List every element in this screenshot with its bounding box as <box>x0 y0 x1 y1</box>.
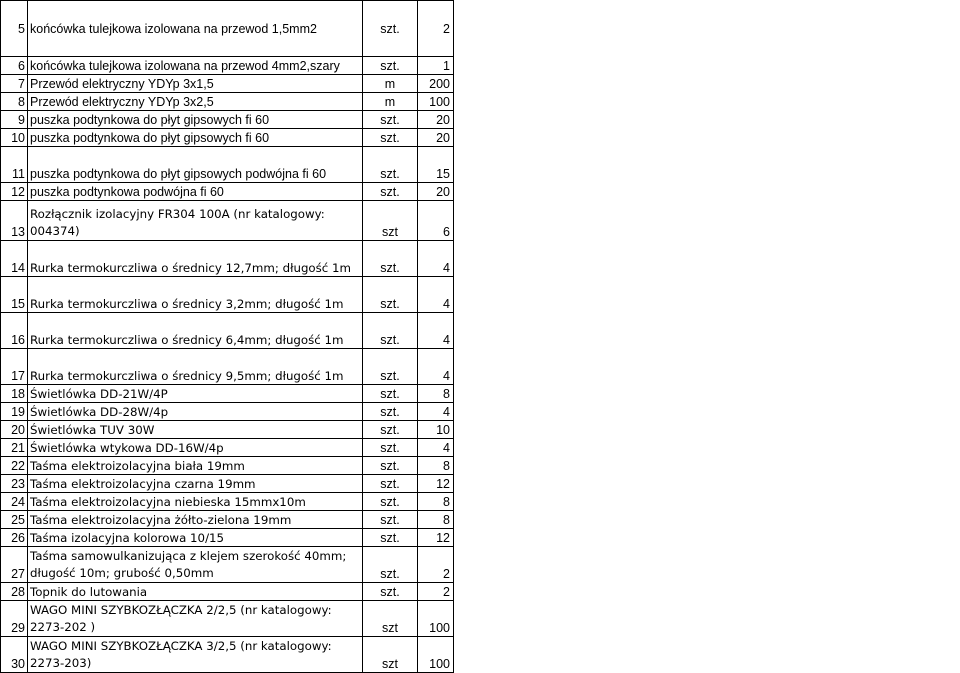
unit-cell[interactable]: szt. <box>363 475 418 493</box>
row-number-cell[interactable]: 27 <box>1 547 28 583</box>
row-number-cell[interactable]: 25 <box>1 511 28 529</box>
table-row <box>1 547 454 583</box>
unit-cell[interactable]: szt <box>363 601 418 637</box>
quantity-cell[interactable]: 4 <box>418 313 454 349</box>
table-row <box>1 637 454 673</box>
table-row <box>1 511 454 529</box>
item-name-cell[interactable]: końcówka tulejkowa izolowana na przewod 1,5mm2 <box>28 1 363 57</box>
row-number-cell[interactable]: 20 <box>1 421 28 439</box>
unit-cell[interactable]: szt. <box>363 583 418 601</box>
row-number-cell[interactable]: 26 <box>1 529 28 547</box>
table-row <box>1 277 454 313</box>
unit-cell[interactable]: szt. <box>363 129 418 147</box>
quantity-cell[interactable]: 6 <box>418 201 454 241</box>
item-name-cell[interactable]: Rozłącznik izolacyjny FR304 100A (nr katalogowy: 004374) <box>28 201 363 241</box>
row-number-cell[interactable]: 24 <box>1 493 28 511</box>
quantity-cell[interactable]: 4 <box>418 277 454 313</box>
quantity-cell[interactable]: 20 <box>418 183 454 201</box>
table-row <box>1 183 454 201</box>
item-name-cell[interactable]: Taśma elektroizolacyjna niebieska 15mmx10m <box>28 493 363 511</box>
unit-cell[interactable]: szt. <box>363 385 418 403</box>
table-row <box>1 403 454 421</box>
item-name-cell[interactable]: puszka podtynkowa podwójna fi 60 <box>28 183 363 201</box>
unit-cell[interactable]: szt. <box>363 147 418 183</box>
row-number-cell[interactable]: 5 <box>1 1 28 57</box>
row-number-cell[interactable]: 22 <box>1 457 28 475</box>
item-name-cell[interactable]: Taśma samowulkanizująca z klejem szerokość 40mm; długość 10m; grubość 0,50mm <box>28 547 363 583</box>
table-row <box>1 457 454 475</box>
table-row <box>1 475 454 493</box>
unit-cell[interactable]: szt. <box>363 493 418 511</box>
quantity-cell[interactable]: 2 <box>418 1 454 57</box>
unit-cell[interactable]: szt. <box>363 277 418 313</box>
item-name-cell[interactable]: WAGO MINI SZYBKOZŁĄCZKA 2/2,5 (nr katalogowy: 2273-202 ) <box>28 601 363 637</box>
table-row <box>1 111 454 129</box>
row-number-cell[interactable]: 30 <box>1 637 28 673</box>
quantity-cell[interactable]: 4 <box>418 439 454 457</box>
items-table-body <box>1 1 454 673</box>
item-name-cell[interactable]: Taśma elektroizolacyjna żółto-zielona 19mm <box>28 511 363 529</box>
row-number-cell[interactable]: 28 <box>1 583 28 601</box>
item-name-cell[interactable]: Rurka termokurczliwa o średnicy 12,7mm; długość 1m <box>28 241 363 277</box>
items-table <box>0 0 454 673</box>
quantity-cell[interactable]: 8 <box>418 511 454 529</box>
quantity-cell[interactable]: 200 <box>418 75 454 93</box>
table-row <box>1 601 454 637</box>
table-row <box>1 583 454 601</box>
unit-cell[interactable]: m <box>363 93 418 111</box>
row-number-cell[interactable]: 8 <box>1 93 28 111</box>
item-name-cell[interactable]: Rurka termokurczliwa o średnicy 3,2mm; długość 1m <box>28 277 363 313</box>
row-number-cell[interactable]: 13 <box>1 201 28 241</box>
unit-cell[interactable]: szt. <box>363 313 418 349</box>
quantity-cell[interactable]: 1 <box>418 57 454 75</box>
table-row <box>1 1 454 57</box>
quantity-cell[interactable]: 100 <box>418 601 454 637</box>
row-number-cell[interactable]: 11 <box>1 147 28 183</box>
item-name-cell[interactable]: Rurka termokurczliwa o średnicy 9,5mm; długość 1m <box>28 349 363 385</box>
quantity-cell[interactable]: 8 <box>418 493 454 511</box>
row-number-cell[interactable]: 19 <box>1 403 28 421</box>
row-number-cell[interactable]: 15 <box>1 277 28 313</box>
row-number-cell[interactable]: 7 <box>1 75 28 93</box>
item-name-cell[interactable]: Przewód elektryczny YDYp 3x1,5 <box>28 75 363 93</box>
quantity-cell[interactable]: 12 <box>418 475 454 493</box>
table-row <box>1 439 454 457</box>
quantity-cell[interactable]: 8 <box>418 385 454 403</box>
quantity-cell[interactable]: 2 <box>418 583 454 601</box>
item-name-cell[interactable]: puszka podtynkowa do płyt gipsowych fi 60 <box>28 111 363 129</box>
unit-cell[interactable]: szt. <box>363 349 418 385</box>
unit-cell[interactable]: szt <box>363 637 418 673</box>
item-name-cell[interactable]: Taśma elektroizolacyjna biała 19mm <box>28 457 363 475</box>
row-number-cell[interactable]: 29 <box>1 601 28 637</box>
quantity-cell[interactable]: 15 <box>418 147 454 183</box>
table-row <box>1 421 454 439</box>
unit-cell[interactable]: szt. <box>363 439 418 457</box>
row-number-cell[interactable]: 10 <box>1 129 28 147</box>
row-number-cell[interactable]: 14 <box>1 241 28 277</box>
item-name-cell[interactable]: Przewód elektryczny YDYp 3x2,5 <box>28 93 363 111</box>
unit-cell[interactable]: szt. <box>363 529 418 547</box>
quantity-cell[interactable]: 20 <box>418 111 454 129</box>
quantity-cell[interactable]: 4 <box>418 349 454 385</box>
row-number-cell[interactable]: 6 <box>1 57 28 75</box>
item-name-cell[interactable]: Świetlówka DD-21W/4P <box>28 385 363 403</box>
quantity-cell[interactable]: 4 <box>418 403 454 421</box>
unit-cell[interactable]: szt. <box>363 457 418 475</box>
unit-cell[interactable]: szt. <box>363 511 418 529</box>
table-row <box>1 313 454 349</box>
row-number-cell[interactable]: 9 <box>1 111 28 129</box>
table-row <box>1 241 454 277</box>
table-row <box>1 349 454 385</box>
item-name-cell[interactable]: Świetlówka wtykowa DD-16W/4p <box>28 439 363 457</box>
table-row <box>1 201 454 241</box>
table-row <box>1 93 454 111</box>
unit-cell[interactable]: szt. <box>363 421 418 439</box>
unit-cell[interactable]: szt. <box>363 403 418 421</box>
unit-cell[interactable]: szt. <box>363 111 418 129</box>
table-row <box>1 147 454 183</box>
table-row <box>1 529 454 547</box>
table-row <box>1 493 454 511</box>
unit-cell[interactable]: szt. <box>363 1 418 57</box>
quantity-cell[interactable]: 12 <box>418 529 454 547</box>
row-number-cell[interactable]: 18 <box>1 385 28 403</box>
table-row <box>1 385 454 403</box>
item-name-cell[interactable]: Świetlówka DD-28W/4p <box>28 403 363 421</box>
table-row <box>1 129 454 147</box>
quantity-cell[interactable]: 8 <box>418 457 454 475</box>
unit-cell[interactable]: szt <box>363 201 418 241</box>
item-name-cell[interactable]: Taśma elektroizolacyjna czarna 19mm <box>28 475 363 493</box>
item-name-cell[interactable]: końcówka tulejkowa izolowana na przewod 4mm2,szary <box>28 57 363 75</box>
item-name-cell[interactable]: puszka podtynkowa do płyt gipsowych fi 60 <box>28 129 363 147</box>
item-name-cell[interactable]: WAGO MINI SZYBKOZŁĄCZKA 3/2,5 (nr katalogowy: 2273-203) <box>28 637 363 673</box>
table-row <box>1 75 454 93</box>
quantity-cell[interactable]: 4 <box>418 241 454 277</box>
row-number-cell[interactable]: 16 <box>1 313 28 349</box>
item-name-cell[interactable]: Topnik do lutowania <box>28 583 363 601</box>
row-number-cell[interactable]: 23 <box>1 475 28 493</box>
item-name-cell[interactable]: Rurka termokurczliwa o średnicy 6,4mm; długość 1m <box>28 313 363 349</box>
table-row <box>1 57 454 75</box>
quantity-cell[interactable]: 2 <box>418 547 454 583</box>
quantity-cell[interactable]: 10 <box>418 421 454 439</box>
row-number-cell[interactable]: 12 <box>1 183 28 201</box>
unit-cell[interactable]: szt. <box>363 183 418 201</box>
item-name-cell[interactable]: puszka podtynkowa do płyt gipsowych podwójna fi 60 <box>28 147 363 183</box>
quantity-cell[interactable]: 100 <box>418 637 454 673</box>
unit-cell[interactable]: szt. <box>363 241 418 277</box>
unit-cell[interactable]: m <box>363 75 418 93</box>
quantity-cell[interactable]: 20 <box>418 129 454 147</box>
item-name-cell[interactable]: Taśma izolacyjna kolorowa 10/15 <box>28 529 363 547</box>
item-name-cell[interactable]: Świetlówka TUV 30W <box>28 421 363 439</box>
quantity-cell[interactable]: 100 <box>418 93 454 111</box>
unit-cell[interactable]: szt. <box>363 547 418 583</box>
row-number-cell[interactable]: 17 <box>1 349 28 385</box>
unit-cell[interactable]: szt. <box>363 57 418 75</box>
row-number-cell[interactable]: 21 <box>1 439 28 457</box>
